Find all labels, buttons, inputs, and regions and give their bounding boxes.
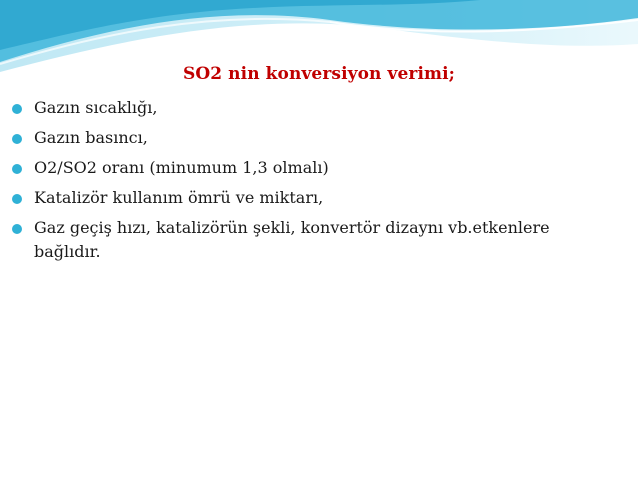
bullet-text: Gaz geçiş hızı, katalizörün şekli, konvertör dizaynı vb.etkenlere bağlıdır. — [34, 218, 550, 261]
bullet-dot-icon — [12, 164, 22, 174]
list-item — [12, 156, 612, 180]
list-item — [12, 186, 612, 210]
bullet-text: Gazın basıncı, — [34, 128, 148, 147]
list-item — [12, 96, 612, 120]
slide-title: SO2 nin konversiyon verimi; — [182, 64, 456, 84]
bullet-text: Katalizör kullanım ömrü ve miktarı, — [34, 188, 324, 207]
bullet-list — [12, 96, 612, 270]
bullet-dot-icon — [12, 104, 22, 114]
list-item — [12, 216, 612, 264]
bullet-text: O2/SO2 oranı (minumum 1,3 olmalı) — [34, 158, 329, 177]
bullet-dot-icon — [12, 194, 22, 204]
list-item — [12, 126, 612, 150]
bullet-text: Gazın sıcaklığı, — [34, 98, 158, 117]
bullet-dot-icon — [12, 224, 22, 234]
bullet-dot-icon — [12, 134, 22, 144]
